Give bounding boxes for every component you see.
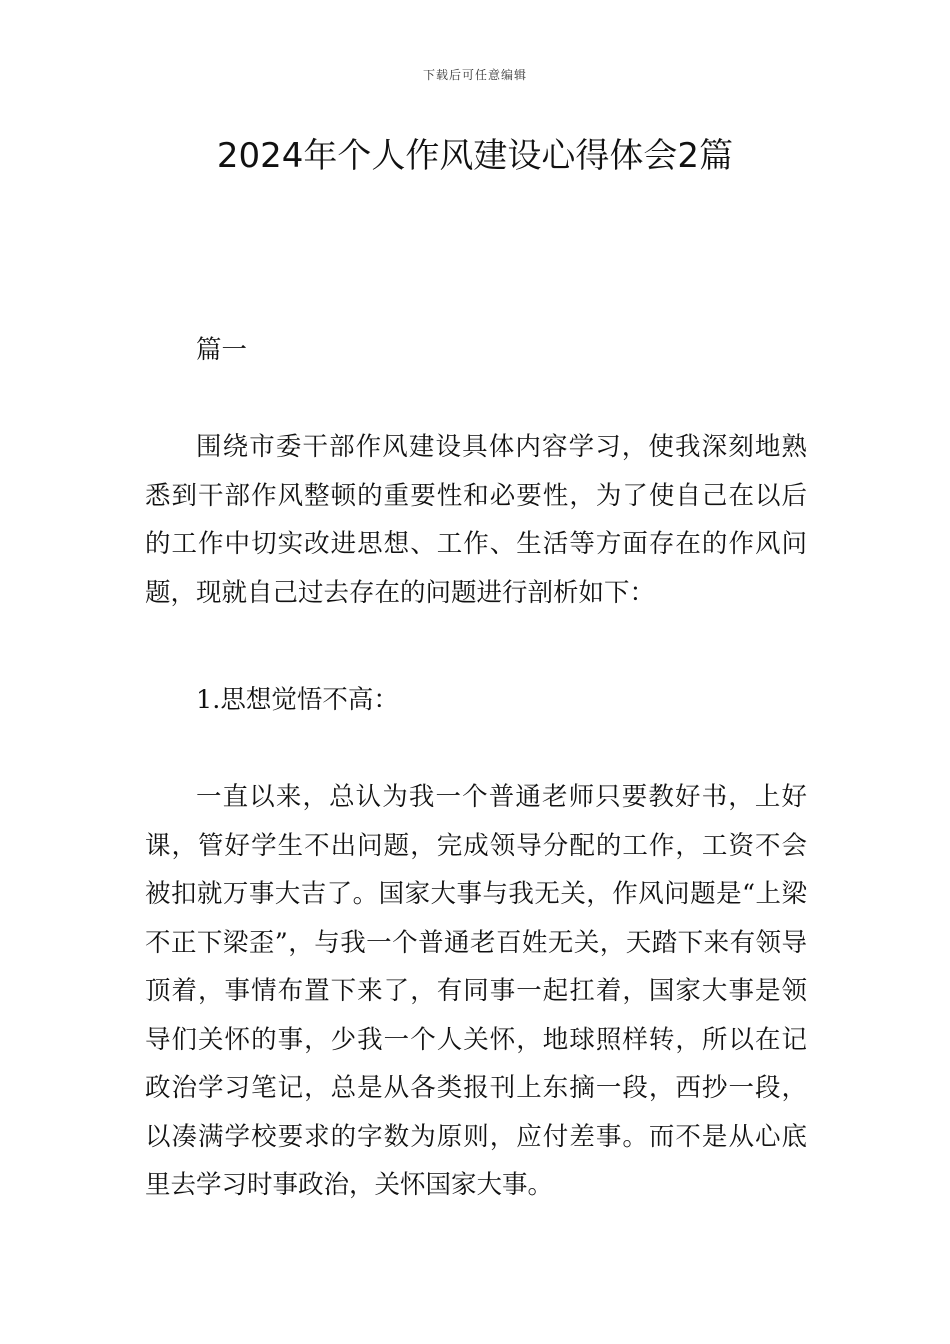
document-title: 2024年个人作风建设心得体会2篇 [216,136,734,176]
header-note: 下载后可任意编辑 [422,68,527,82]
point-paragraph: 一直以来，总认为我一个普通老师只要教好书，上好课，管好学生不出问题，完成领导分配的工作，工资不会被扣就万事大吉了。国家大事与我无关，作风问题是“上梁不正下梁歪”，与我一个普通老百姓无关，天踏下来有领导顶着，事情布置下来了，有同事一起扛着，国家大事是领导们关怀的事，少我一个人关怀，地球照样转，所以在记政治学习笔记，总是从各类报刊上东摘一段，西抄一段，以凑满学校要求的字数为原则，应付差事。而不是从心底里去学习时事政治，关怀国家大事。 [145,782,807,1200]
section-label: 篇一 [196,335,248,365]
intro-paragraph: 围绕市委干部作风建设具体内容学习，使我深刻地熟悉到干部作风整顿的重要性和必要性，为了使自己在以后的工作中切实改进思想、工作、生活等方面存在的作风问题，现就自己过去存在的问题进行剖析如下： [145,432,807,608]
point-heading: 1.思想觉悟不高： [196,685,399,715]
